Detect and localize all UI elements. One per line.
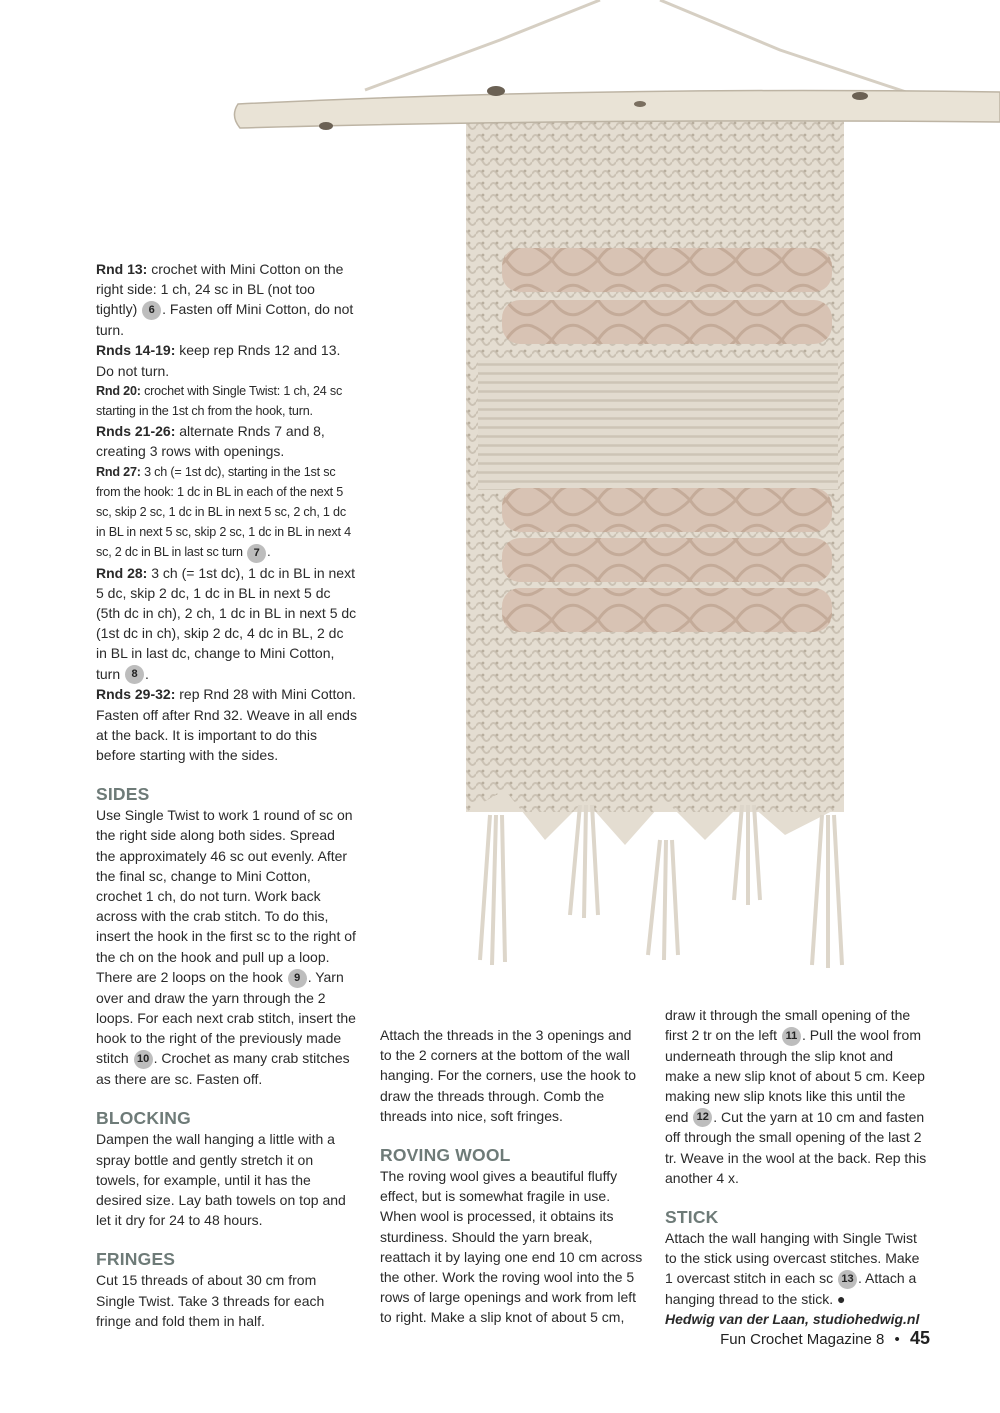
step-badge-11: 11 [782,1027,801,1046]
paragraph-sides: Use Single Twist to work 1 round of sc on the right side along both sides. Spread the approximately 46 sc out evenly. After the final sc, change to Mini Cotton, crochet 1 ch, do not turn. Work back across with the crab stitch. To do this, insert the hook in the first sc to the right of the ch on the hook and pull up a loop. There are 2 loops on the hook 9 . Yarn over and draw the yarn through the 2 loops. For each next crab stitch, insert the hook to the right of the previously made stitch 10 . Crochet as many crab stitches as there are sc. Fasten off. [96,807,356,1088]
paragraph-rnd27: Rnd 27: 3 ch (= 1st dc), starting in the 1st sc from the hook: 1 dc in BL in each of the next 5 sc, skip 2 sc, 1 dc in BL in next 5 sc, 2 ch, 1 dc in BL in next 5 sc, skip 2 sc, 1 dc in BL in next 4 sc, 2 dc in BL in last sc turn 7 . [96,462,358,563]
heading-stick: STICK [665,1207,719,1228]
roving-braid [502,538,832,582]
heading-roving-wool: ROVING WOOL [380,1145,511,1166]
paragraph-stick: Attach the wall hanging with Single Twist to the stick using overcast stitches. Make 1 overcast stitch in each sc 13 . Attach a hanging thread to the stick. ● [665,1230,920,1308]
page-number: 45 [909,1328,930,1348]
step-badge-12: 12 [693,1108,712,1127]
step-badge-7: 7 [247,544,266,563]
roving-braid [502,488,832,532]
step-badge-6: 6 [142,301,161,320]
paragraph-rnds14-19: Rnds 14-19: keep rep Rnds 12 and 13. Do not turn. [96,342,341,379]
step-badge-8: 8 [125,665,144,684]
heading-fringes: FRINGES [96,1249,176,1270]
paragraph-blocking: Dampen the wall hanging a little with a spray bottle and gently stretch it on towels, for example, until it has the desired size. Lay bath towels on top and let it dry for 24 to 48 hours. [96,1131,346,1229]
paragraph-rnds29-32: Rnds 29-32: rep Rnd 28 with Mini Cotton. Fasten off after Rnd 32. Weave in all ends at the back. It is important to do this before starting with the sides. [96,686,357,764]
heading-blocking: BLOCKING [96,1108,191,1129]
paragraph-rnd20: Rnd 20: crochet with Single Twist: 1 ch, 24 sc starting in the 1st ch from the hook, turn. [96,383,343,419]
paragraph-rnd28: Rnd 28: 3 ch (= 1st dc), 1 dc in BL in next 5 dc, skip 2 dc, 1 dc in BL in next 5 dc (5th dc in ch), 2 ch, 1 dc in BL in next 5 dc (1st dc in ch), skip 2 dc, 4 dc in BL, 2 dc in BL in last dc, change to Mini Cotton, turn 8 . [96,563,358,685]
footer-bullet: • [894,1331,900,1348]
paragraph-roving-cont: draw it through the small opening of the first 2 tr on the left 11 . Pull the wool from underneath through the slip knot and make a new slip knot of about 5 cm. Keep making new slip knots like this until the end 12 . Cut the yarn at 10 cm and fasten off through the small opening of the last 2 tr. Weave in the wool at the back. Rep this another 4 x. [665,1007,927,1186]
author-credit: Hedwig van der Laan, studiohedwig.nl [665,1311,920,1328]
roving-braid [502,300,832,344]
column-middle [380,1025,645,1328]
paragraph-rnd13: Rnd 13: crochet with Mini Cotton on the right side: 1 ch, 24 sc in BL (not too tightly) 6 . Fasten off Mini Cotton, do not turn. [96,261,354,339]
paragraph-roving-wool: The roving wool gives a beautiful fluffy effect, but is somewhat fragile in use. When wool is processed, it obtains its sturdiness. Should the yarn break, reattach it by laying one end 10 cm across the other. Work the roving wool into the 5 rows of large openings and work from left to right. Make a slip knot of about 5 cm, [380,1168,643,1326]
hanging-thread [365,0,915,95]
step-badge-13: 13 [838,1270,857,1289]
magazine-name: Fun Crochet Magazine 8 [720,1331,885,1348]
step-badge-10: 10 [134,1050,153,1069]
paragraph-rnds21-26: Rnds 21-26: alternate Rnds 7 and 8, creating 3 rows with openings. [96,423,325,460]
roving-braid [502,248,832,292]
step-badge-9: 9 [288,969,307,988]
heading-sides: SIDES [96,784,150,805]
column-left [96,259,358,1331]
paragraph-fringes: Cut 15 threads of about 30 cm from Single Twist. Take 3 threads for each fringe and fold them in half. [96,1272,325,1329]
roving-braid [502,588,832,632]
column-right [665,1005,930,1330]
paragraph-fringes-cont: Attach the threads in the 3 openings and to the 2 corners at the bottom of the wall hanging. For the corners, use the hook to draw the threads through. Comb the threads into nice, soft fringes. [380,1027,637,1124]
page-footer [720,1328,930,1349]
